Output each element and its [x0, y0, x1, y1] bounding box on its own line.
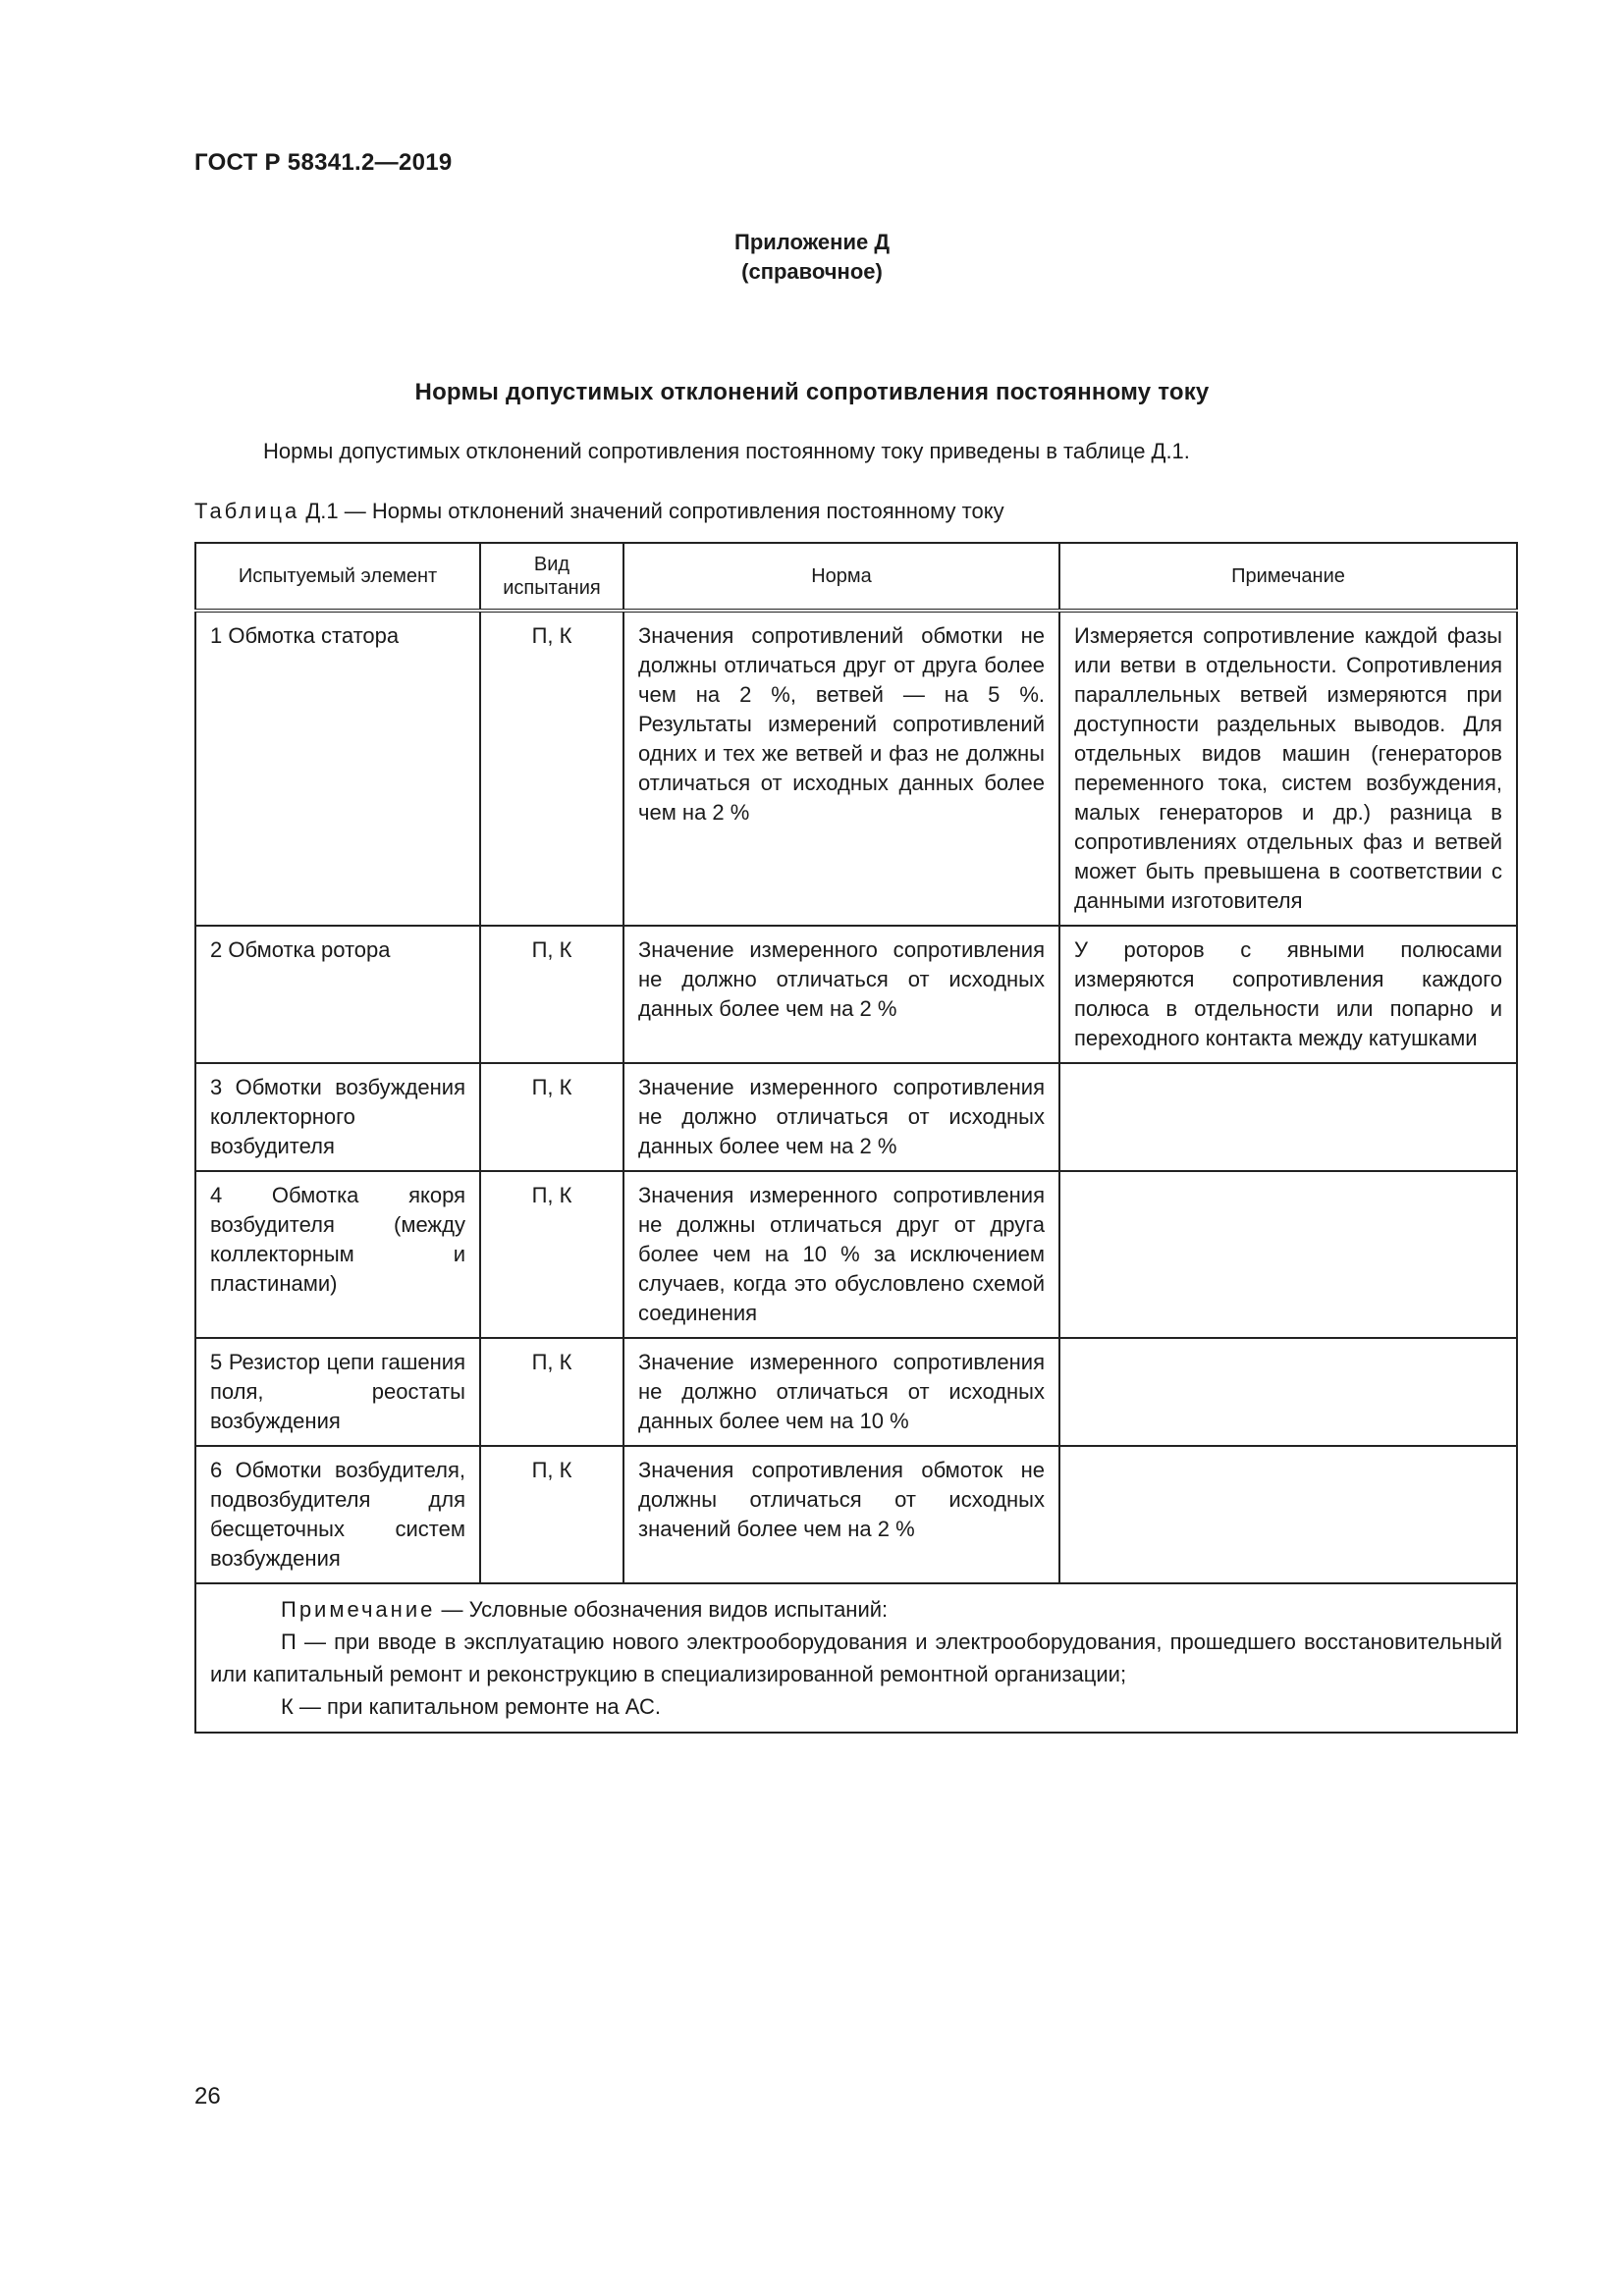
cell-type: П, К [480, 1063, 623, 1171]
cell-norm: Значения сопротивлений обмотки не должны отличаться друг от друга более чем на 2 %, ветвей — на 5 %. Результаты измерений сопротивлений одних и тех же ветвей и фаз не должны отличаться от исходных данных более чем на 2 % [623, 611, 1059, 926]
norms-table [194, 542, 1518, 1734]
table-note-line-p: П — при вводе в эксплуатацию нового электрооборудования и электрооборудования, прошедшего восстановительный или капитальный ремонт и реконструкцию в специализированной ремонтной организации; [210, 1629, 1502, 1686]
cell-type: П, К [480, 611, 623, 926]
cell-type: П, К [480, 926, 623, 1063]
cell-norm: Значение измеренного сопротивления не должно отличаться от исходных данных более чем на 10 % [623, 1338, 1059, 1446]
column-header-type: Вид испытания [480, 543, 623, 611]
table-row [195, 1063, 1517, 1171]
cell-element: 6 Обмотки возбудителя, подвозбудителя для бесщеточных систем возбуждения [195, 1446, 480, 1583]
cell-element: 3 Обмотки возбуждения коллекторного возбудителя [195, 1063, 480, 1171]
cell-element: 2 Обмотка ротора [195, 926, 480, 1063]
cell-note [1059, 1338, 1517, 1446]
document-code: ГОСТ Р 58341.2—2019 [194, 149, 453, 176]
cell-norm: Значение измеренного сопротивления не должно отличаться от исходных данных более чем на 2 % [623, 926, 1059, 1063]
cell-element: 1 Обмотка статора [195, 611, 480, 926]
table-note [195, 1583, 1517, 1733]
column-header-note: Примечание [1059, 543, 1517, 611]
table-note-line-k: К — при капитальном ремонте на АС. [281, 1694, 661, 1719]
page-number: 26 [194, 2083, 221, 2109]
appendix-title: Приложение Д [734, 230, 890, 254]
cell-norm: Значения сопротивления обмоток не должны отличаться от исходных значений более чем на 2 % [623, 1446, 1059, 1583]
table-note-intro-text: — Условные обозначения видов испытаний: [441, 1597, 889, 1622]
cell-note: Измеряется сопротивление каждой фазы или ветви в отдельности. Сопротивления параллельных ветвей измеряются при доступности раздельных выводов. Для отдельных видов машин (генераторов переменного тока, систем возбуждения, малых генераторов и др.) разница в сопротивлениях отдельных фаз и ветвей может быть превышена в соответствии с данными изготовителя [1059, 611, 1517, 926]
cell-element: 4 Обмотка якоря возбудителя (между коллекторным и пластинами) [195, 1171, 480, 1338]
cell-note: У роторов с явными полюсами измеряются сопротивления каждого полюса в отдельности или попарно и переходного контакта между катушками [1059, 926, 1517, 1063]
table-row [195, 1338, 1517, 1446]
cell-norm: Значения измеренного сопротивления не должны отличаться друг от друга более чем на 10 % за исключением случаев, когда это обусловлено схемой соединения [623, 1171, 1059, 1338]
table-caption-text: Д.1 — Нормы отклонений значений сопротивления постоянному току [305, 499, 1004, 523]
column-header-element: Испытуемый элемент [195, 543, 480, 611]
cell-element: 5 Резистор цепи гашения поля, реостаты возбуждения [195, 1338, 480, 1446]
table-caption-label: Таблица [194, 499, 300, 523]
table-note-intro [210, 1593, 1502, 1626]
table-caption [194, 499, 1004, 524]
appendix-subtitle: (справочное) [741, 259, 883, 284]
cell-type: П, К [480, 1446, 623, 1583]
table-row [195, 1171, 1517, 1338]
table-note-row [195, 1583, 1517, 1733]
table-row [195, 1446, 1517, 1583]
intro-paragraph: Нормы допустимых отклонений сопротивления постоянному току приведены в таблице Д.1. [263, 439, 1190, 463]
cell-note [1059, 1063, 1517, 1171]
cell-note [1059, 1446, 1517, 1583]
section-title: Нормы допустимых отклонений сопротивления постоянному току [414, 379, 1210, 405]
cell-type: П, К [480, 1171, 623, 1338]
table-note-label: Примечание [281, 1597, 436, 1622]
table-row [195, 926, 1517, 1063]
cell-type: П, К [480, 1338, 623, 1446]
column-header-norm: Норма [623, 543, 1059, 611]
appendix-heading [0, 228, 1624, 287]
cell-note [1059, 1171, 1517, 1338]
table-header-row [195, 543, 1517, 611]
table-row [195, 611, 1517, 926]
cell-norm: Значение измеренного сопротивления не должно отличаться от исходных данных более чем на 2 % [623, 1063, 1059, 1171]
